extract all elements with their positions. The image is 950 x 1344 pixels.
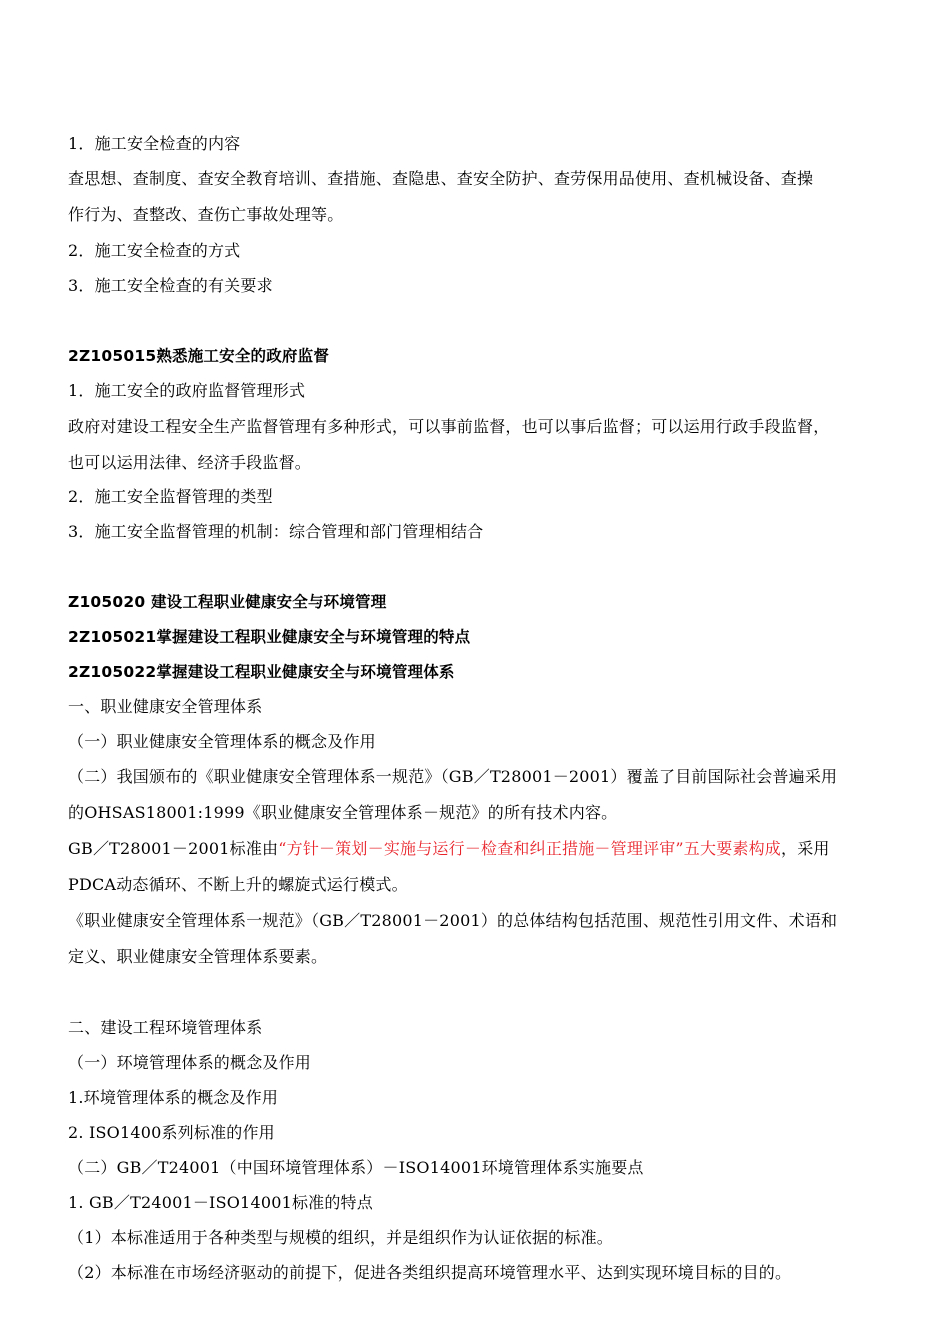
- paragraph-line-with-highlight: [68, 839, 830, 859]
- item-1-supervision-form: 1．施工安全的政府监督管理形式: [68, 381, 306, 400]
- list-item: （2）本标准在市场经济驱动的前提下，促进各类组织提高环境管理水平、达到实现环境目标的目的。: [68, 1263, 792, 1282]
- paragraph-text: ，采用: [781, 839, 830, 858]
- paragraph-line: 也可以运用法律、经济手段监督。: [68, 453, 312, 472]
- chapter-heading: Z105020 建设工程职业健康安全与环境管理: [68, 593, 387, 611]
- section-heading: 2Z105022掌握建设工程职业健康安全与环境管理体系: [68, 663, 455, 681]
- paragraph-line: 查思想、查制度、查安全教育培训、查措施、查隐患、查安全防护、查劳保用品使用、查机械设备、查操: [68, 169, 814, 188]
- paragraph-line: 定义、职业健康安全管理体系要素。: [68, 947, 328, 966]
- sub-item: （一）环境管理体系的概念及作用: [68, 1053, 312, 1072]
- section-heading: 2Z105015熟悉施工安全的政府监督: [68, 347, 330, 365]
- item-2-supervision-type: 2．施工安全监督管理的类型: [68, 487, 273, 506]
- subsection-title: 二、建设工程环境管理体系: [68, 1018, 263, 1037]
- item-3-inspection-requirements: 3．施工安全检查的有关要求: [68, 276, 273, 295]
- list-item: 1. GB／T24001－ISO14001标准的特点: [68, 1193, 373, 1212]
- paragraph-line: 政府对建设工程安全生产监督管理有多种形式，可以事前监督，也可以事后监督；可以运用行政手段监督，: [68, 417, 830, 436]
- highlighted-text: “方针－策划－实施与运行－检查和纠正措施－管理评审”五大要素构成: [278, 839, 781, 858]
- subsection-title: 一、职业健康安全管理体系: [68, 697, 263, 716]
- paragraph-line: PDCA动态循环、不断上升的螺旋式运行模式。: [68, 875, 408, 894]
- item-1-inspection-content: 1．施工安全检查的内容: [68, 134, 241, 153]
- paragraph-line: 作行为、查整改、查伤亡事故处理等。: [68, 205, 344, 224]
- paragraph-line: 的OHSAS18001:1999《职业健康安全管理体系－规范》的所有技术内容。: [68, 803, 618, 822]
- item-3-supervision-mechanism: 3．施工安全监督管理的机制：综合管理和部门管理相结合: [68, 522, 484, 541]
- list-item: 1.环境管理体系的概念及作用: [68, 1088, 279, 1107]
- paragraph-line: （二）我国颁布的《职业健康安全管理体系一规范》（GB／T28001－2001）覆盖了目前国际社会普遍采用: [68, 767, 838, 786]
- paragraph-text: GB／T28001－2001标准由: [68, 839, 279, 858]
- sub-item: （一）职业健康安全管理体系的概念及作用: [68, 732, 376, 751]
- item-2-inspection-method: 2．施工安全检查的方式: [68, 241, 241, 260]
- paragraph-line: 《职业健康安全管理体系一规范》（GB／T28001－2001）的总体结构包括范围、规范性引用文件、术语和: [68, 911, 838, 930]
- sub-item: （二）GB／T24001（中国环境管理体系）－ISO14001环境管理体系实施要点: [68, 1158, 644, 1177]
- section-heading: 2Z105021掌握建设工程职业健康安全与环境管理的特点: [68, 628, 471, 646]
- list-item: （1）本标准适用于各种类型与规模的组织，并是组织作为认证依据的标准。: [68, 1228, 613, 1247]
- list-item: 2. ISO1400系列标准的作用: [68, 1123, 275, 1142]
